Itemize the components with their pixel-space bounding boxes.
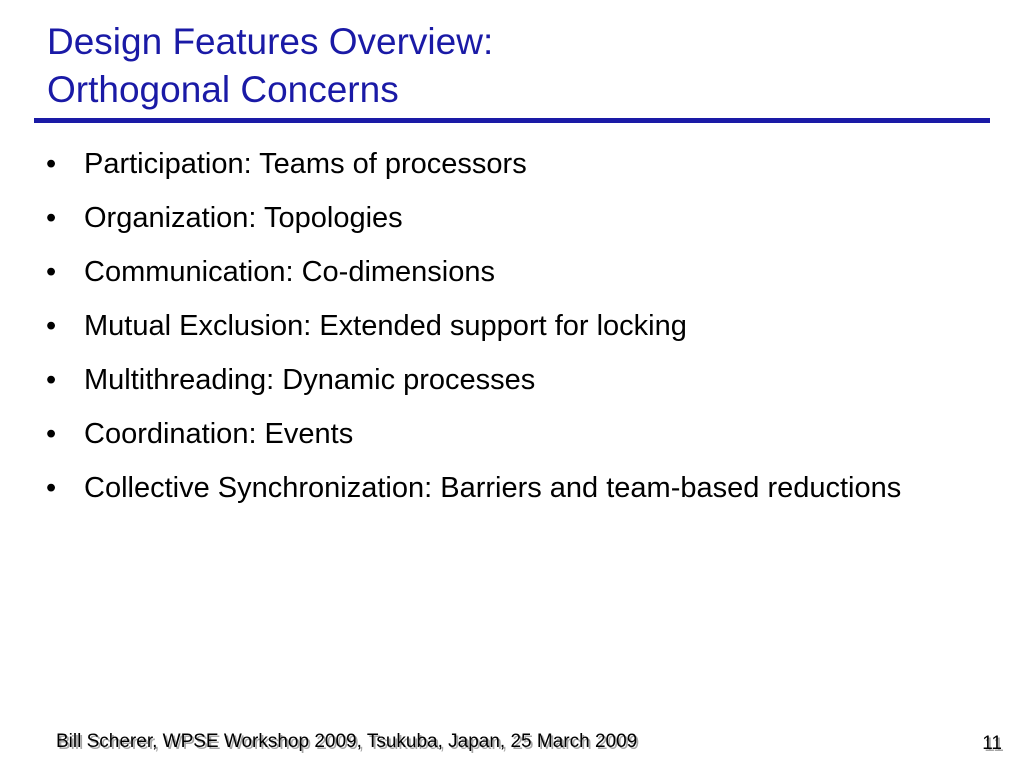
bullet-dot-icon: • bbox=[46, 310, 57, 342]
bullet-text: Coordination: Events bbox=[84, 418, 354, 450]
bullet-item-collective-synchronization bbox=[46, 469, 976, 508]
bullet-dot-icon: • bbox=[46, 418, 57, 450]
bullet-text: Mutual Exclusion: Extended support for locking bbox=[84, 310, 687, 342]
bullet-dot-icon: • bbox=[46, 472, 57, 504]
bullet-text: Collective Synchronization: Barriers and team-based reductions bbox=[84, 472, 902, 504]
bullet-dot-icon: • bbox=[46, 256, 57, 288]
slide-footer: Bill Scherer, WPSE Workshop 2009, Tsukuba, Japan, 25 March 2009 bbox=[56, 731, 638, 752]
bullet-dot-icon: • bbox=[46, 364, 57, 396]
bullet-item-multithreading bbox=[46, 361, 976, 400]
bullet-item-organization bbox=[46, 199, 976, 238]
page-number: 11 bbox=[982, 733, 1002, 754]
bullet-item-participation bbox=[46, 145, 976, 184]
slide-title-line-1: Design Features Overview: bbox=[47, 21, 494, 62]
bullet-item-communication bbox=[46, 253, 976, 292]
bullet-text: Participation: Teams of processors bbox=[84, 148, 527, 180]
bullet-text: Communication: Co-dimensions bbox=[84, 256, 495, 288]
bullet-item-mutual-exclusion bbox=[46, 307, 976, 346]
bullet-dot-icon: • bbox=[46, 148, 57, 180]
slide-title bbox=[47, 18, 977, 114]
bullet-dot-icon: • bbox=[46, 202, 57, 234]
bullet-item-coordination bbox=[46, 415, 976, 454]
title-underline-rule bbox=[34, 118, 990, 123]
bullet-text: Multithreading: Dynamic processes bbox=[84, 364, 536, 396]
slide-title-line-2: Orthogonal Concerns bbox=[47, 69, 399, 110]
bullet-list bbox=[46, 145, 976, 508]
bullet-text: Organization: Topologies bbox=[84, 202, 403, 234]
